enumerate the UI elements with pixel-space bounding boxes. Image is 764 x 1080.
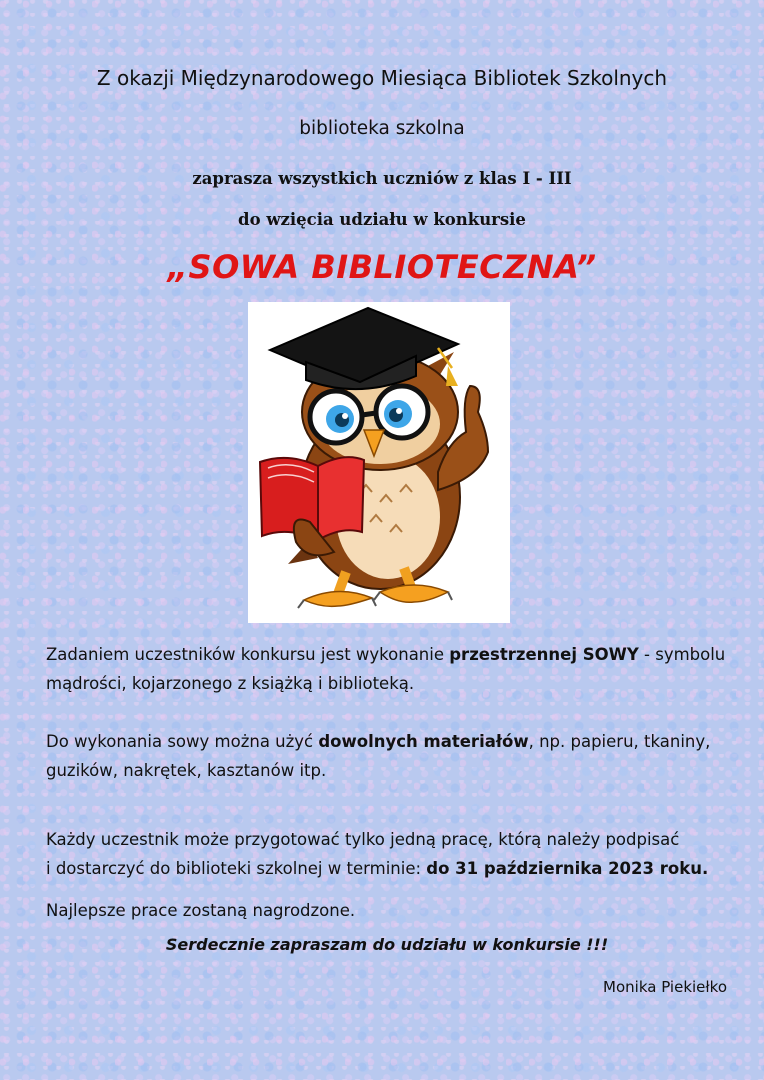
owl-with-graduation-cap-icon xyxy=(248,302,510,623)
paragraph-deadline xyxy=(46,825,746,883)
header-line-library: biblioteka szkolna xyxy=(299,118,465,139)
paragraph-prizes: Najlepsze prace zostaną nagrodzone. xyxy=(46,901,356,920)
materials-text-start: Do wykonania sowy można użyć xyxy=(46,732,319,751)
deadline-line-2: i dostarczyć do biblioteki szkolnej w terminie: xyxy=(46,859,427,878)
task-highlight: przestrzennej SOWY xyxy=(449,645,639,664)
deadline-line-1: Każdy uczestnik może przygotować tylko jedną pracę, którą należy podpisać xyxy=(46,830,680,849)
task-text-start: Zadaniem uczestników konkursu jest wykonanie xyxy=(46,645,450,664)
paragraph-task xyxy=(46,640,746,698)
materials-highlight: dowolnych materiałów xyxy=(318,732,529,751)
header-line-participation: do wzięcia udziału w konkursie xyxy=(238,210,526,229)
paragraph-materials xyxy=(46,727,746,785)
signature: Monika Piekiełko xyxy=(603,978,727,996)
owl-illustration xyxy=(248,302,510,623)
deadline-date: do 31 października 2023 roku. xyxy=(426,859,709,878)
header-line-invitation: zaprasza wszystkich uczniów z klas I - III xyxy=(192,169,572,188)
materials-text-end: , np. papieru, tkaniny, guzików, nakrętek, kasztanów itp. xyxy=(46,732,711,780)
header-line-occasion: Z okazji Międzynarodowego Miesiąca Bibliotek Szkolnych xyxy=(96,66,668,90)
contest-title: „SOWA BIBLIOTECZNA” xyxy=(167,248,597,286)
closing-invitation: Serdecznie zapraszam do udziału w konkursie !!! xyxy=(165,935,609,954)
task-text-end: - symbolu mądrości, kojarzonego z książką i biblioteką. xyxy=(46,645,726,693)
